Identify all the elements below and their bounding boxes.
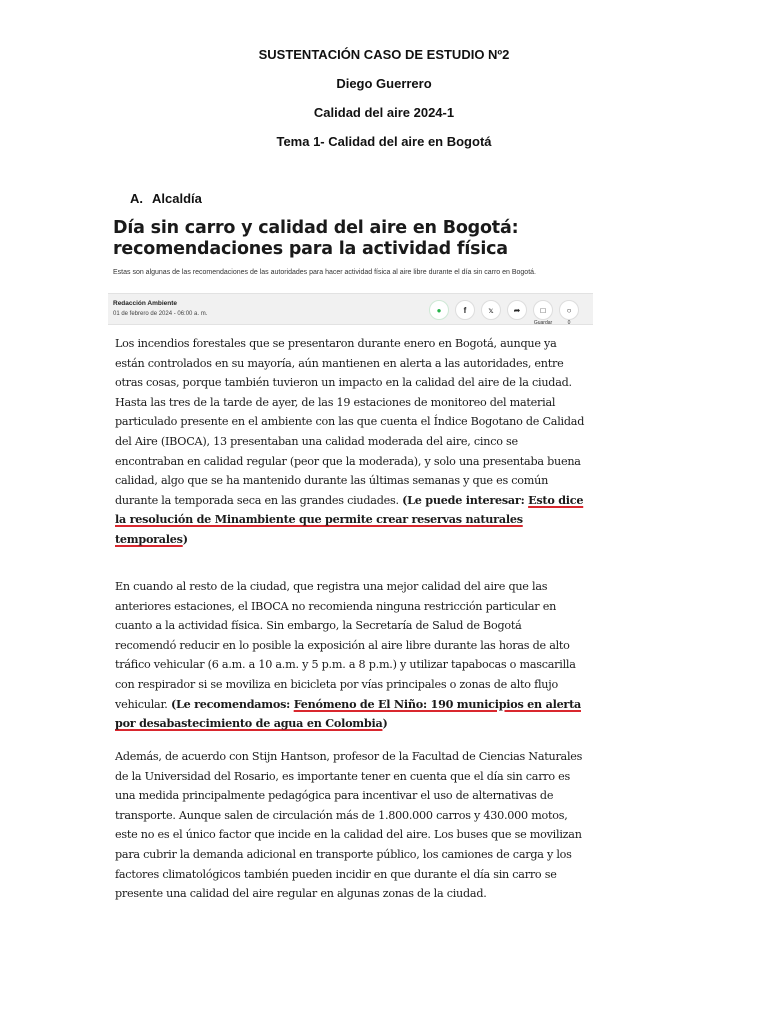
paragraph-2-text: En cuando al resto de la ciudad, que registra una mejor calidad del aire que las anteriores estaciones, el IBOCA no recomienda ninguna restricción particular en cuanto a la actividad física. Sin embargo, la Secretaría de Salud de Bogotá recomendó reducir en lo posible la exposición al aire libre durante las horas de alto tráfico vehicular (6 a.m. a 10 a.m. y 5 p.m. a 8 p.m.) y utilizar tapabocas o mascarilla con respirador si se moviliza en bicicleta por vías principales o zonas de alto flujo vehicular.	[115, 580, 576, 711]
article-author: Redacción Ambiente	[113, 300, 178, 307]
paragraph-3-text: Además, de acuerdo con Stijn Hantson, profesor de la Facultad de Ciencias Naturales de la Universidad del Rosario, es importante tener en cuenta que el día sin carro es una medida principalmente pedagógica para incentivar el uso de alternativas de transporte. Aunque salen de circulación más de 1.800.000 carros y 430.000 motos, este no es el único factor que incide en la calidad del aire. Los buses que se movilizan para cubrir la demanda adicional en transporte público, los camiones de carga y los factores climatológicos también pueden incidir en que durante el día sin carro se presente una calidad del aire regular en algunas zonas de la ciudad.	[115, 750, 583, 901]
paragraph-2-lead: (Le recomendamos:	[170, 696, 294, 711]
related-link-minambiente[interactable]: Esto dice la resolución de Minambiente que permite crear reservas naturales temporales	[115, 492, 584, 546]
x-icon[interactable]: 𝕩	[481, 300, 501, 320]
paragraph-3	[115, 747, 585, 904]
paragraph-1-close: )	[182, 531, 188, 546]
save-label: Guardar	[533, 320, 553, 326]
course-name: Calidad del aire 2024-1	[313, 105, 455, 120]
comment-count: 0	[567, 320, 571, 326]
document-title: SUSTENTACIÓN CASO DE ESTUDIO Nº2	[258, 47, 510, 62]
related-link-el-nino[interactable]: Fenómeno de El Niño: 190 municipios en alerta por desabastecimiento de agua en Colombia	[115, 696, 581, 731]
section-label: A.	[130, 191, 143, 206]
section-heading	[130, 191, 202, 206]
article-meta-bar	[108, 293, 593, 325]
author-name: Diego Guerrero	[336, 76, 432, 91]
paragraph-1-text: Los incendios forestales que se presentaron durante enero en Bogotá, aunque ya están controlados en su mayoría, aún mantienen en alerta a las autoridades, entre otras cosas, porque también tuvieron un impacto en la calidad del aire de la ciudad. Hasta las tres de la tarde de ayer, de las 19 estaciones de monitoreo del material particulado presente en el ambiente con las que cuenta el Índice Bogotano de Calidad del Aire (IBOCA), 13 presentaban una calidad moderada del aire, cinco se encontraban en calidad regular (peor que la moderada), y solo una presentaba buena calidad, algo que se ha mantenido durante las últimas semanas y que es común durante la temporada seca en las grandes ciudades.	[115, 337, 585, 507]
bookmark-icon[interactable]: □ Guardar	[533, 300, 553, 320]
facebook-icon[interactable]: f	[455, 300, 475, 320]
share-toolbar	[429, 300, 579, 326]
paragraph-1	[115, 334, 585, 550]
whatsapp-icon[interactable]: ●	[429, 300, 449, 320]
paragraph-2-close: )	[382, 716, 388, 731]
share-icon[interactable]: ➦	[507, 300, 527, 320]
topic-title: Tema 1- Calidad del aire en Bogotá	[276, 134, 492, 149]
article-title: Día sin carro y calidad del aire en Bogotá: recomendaciones para la actividad física	[113, 218, 519, 259]
paragraph-1-lead: (Le puede interesar:	[402, 492, 529, 507]
article-date: 01 de febrero de 2024 - 06:00 a. m.	[113, 311, 208, 317]
comment-icon[interactable]: ○ 0	[559, 300, 579, 320]
article-subtitle: Estas son algunas de las recomendaciones de las autoridades para hacer actividad física al aire libre durante el día sin carro en Bogotá.	[113, 269, 536, 276]
section-title: Alcaldía	[152, 191, 202, 206]
paragraph-2	[115, 577, 585, 734]
